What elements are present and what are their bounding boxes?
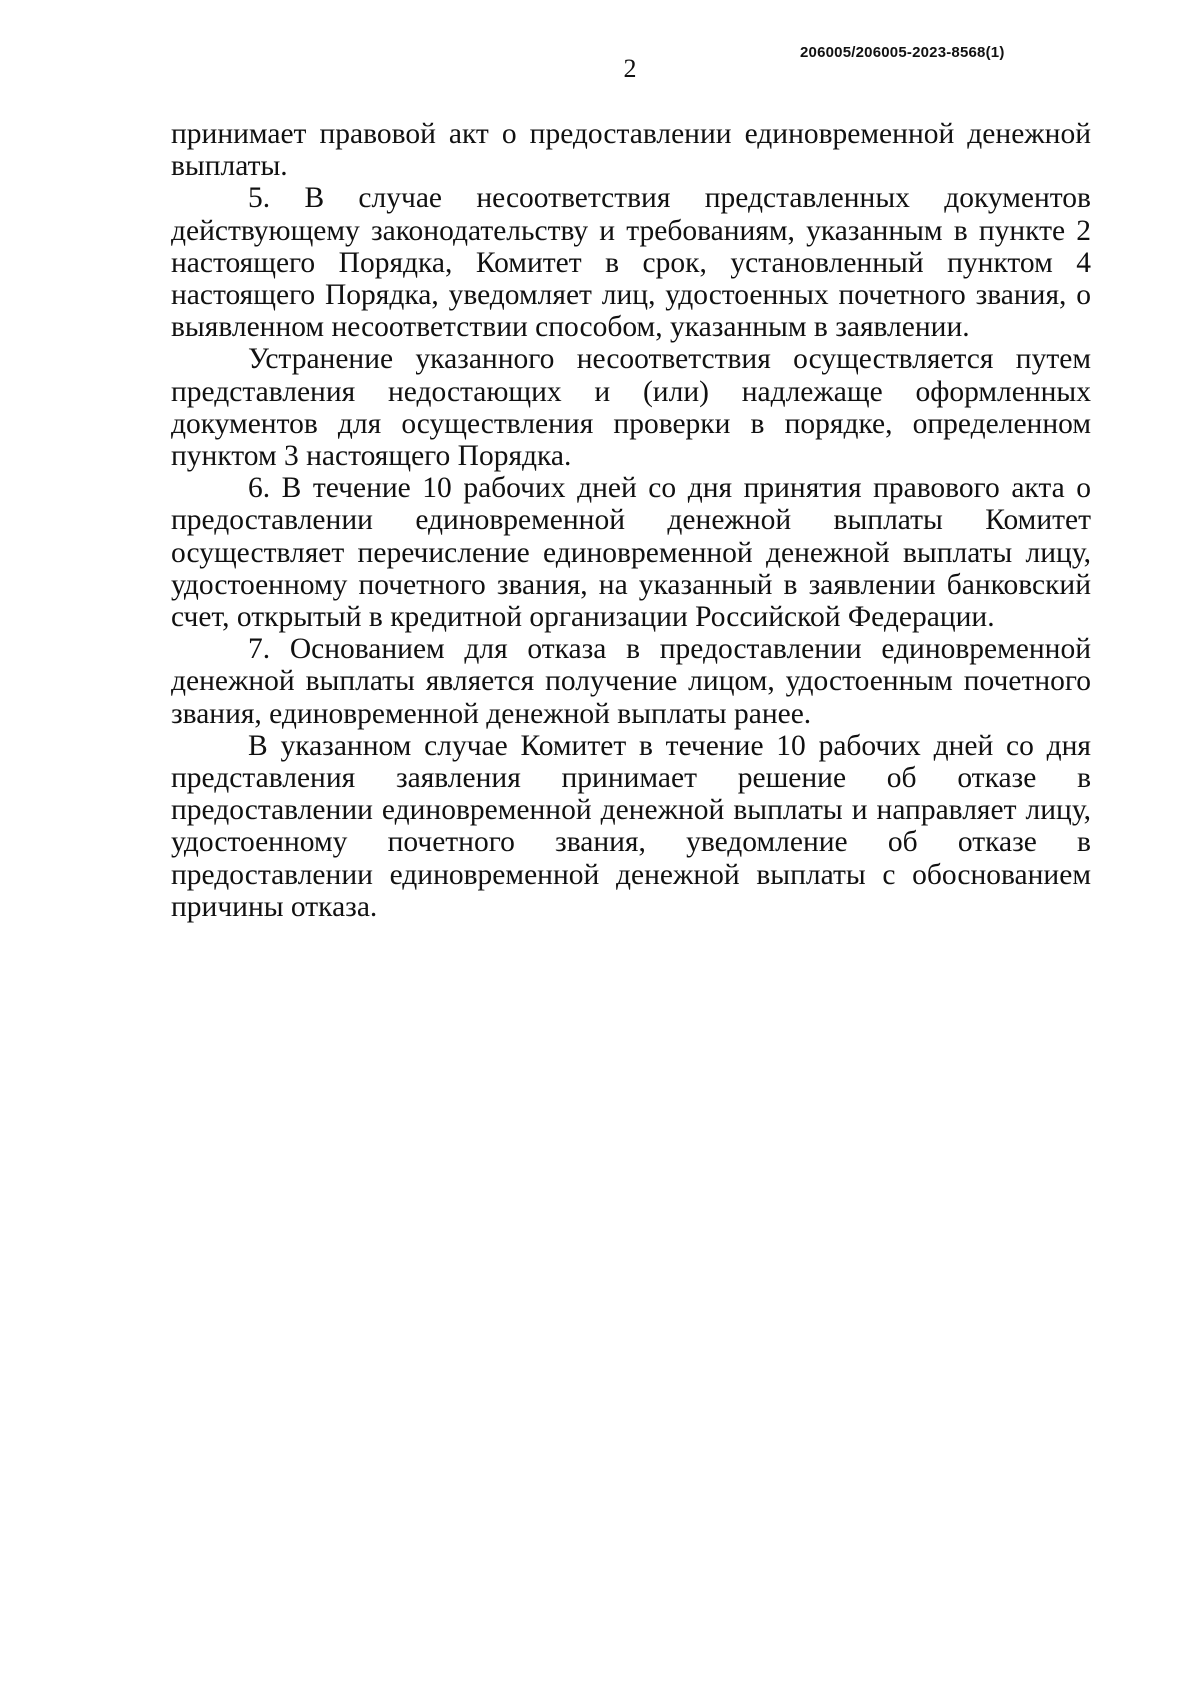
paragraph-item-6: 6. В течение 10 рабочих дней со дня принятия правового акта о предоставлении единовременной денежной выплаты Комитет осуществляет перечисление единовременной денежной выплаты лицу, удостоенному почетного звания, на указанный в заявлении банковский счет, открытый в кредитной организации Российской Федерации. (171, 472, 1091, 634)
paragraph-item-7-refusal: В указанном случае Комитет в течение 10 рабочих дней со дня представления заявления принимает решение об отказе в предоставлении единовременной денежной выплаты и направляет лицу, удостоенному почетного звания, уведомление об отказе в предоставлении единовременной денежной выплаты с обоснованием причины отказа. (171, 729, 1091, 923)
paragraph-continuation: принимает правовой акт о предоставлении единовременной денежной выплаты. (171, 118, 1091, 183)
document-id: 206005/206005-2023-8568(1) (800, 44, 1005, 61)
paragraph-item-7: 7. Основанием для отказа в предоставлении единовременной денежной выплаты является получение лицом, удостоенным почетного звания, единовременной денежной выплаты ранее. (171, 633, 1091, 730)
paragraph-item-5: 5. В случае несоответствия представленных документов действующему законодательству и требованиям, указанным в пункте 2 настоящего Порядка, Комитет в срок, установленный пунктом 4 настоящего Порядка, уведомляет лиц, удостоенных почетного звания, о выявленном несоответствии способом, указанным в заявлении. (171, 182, 1091, 344)
document-body (171, 118, 1091, 923)
paragraph-item-5-remedy: Устранение указанного несоответствия осуществляется путем представления недостающих и (или) надлежаще оформленных документов для осуществления проверки в порядке, определенном пунктом 3 настоящего Порядка. (171, 343, 1091, 473)
page-number: 2 (623, 54, 637, 83)
